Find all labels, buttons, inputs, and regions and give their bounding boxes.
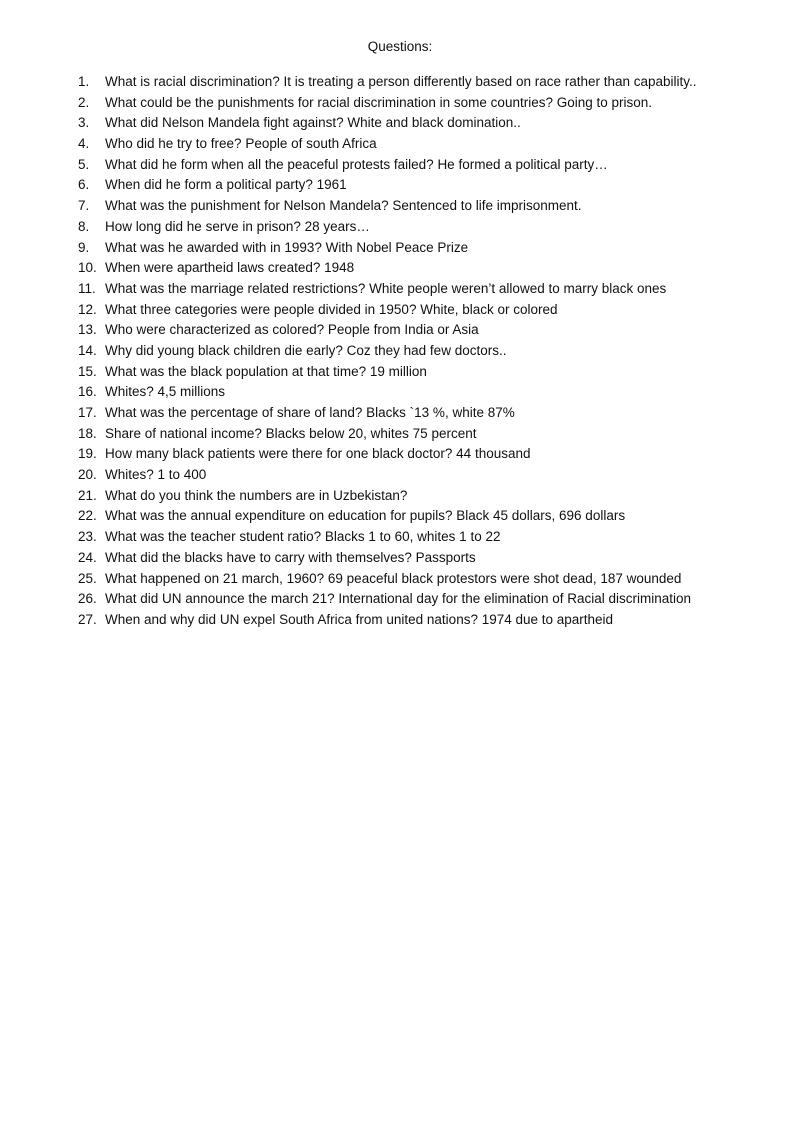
question-item	[78, 93, 768, 114]
question-item	[78, 238, 768, 259]
question-number: 17.	[78, 405, 97, 420]
question-text: Why did young black children die early? Coz they had few doctors..	[105, 342, 507, 358]
question-item	[78, 258, 768, 279]
question-item	[78, 279, 768, 300]
question-text: What three categories were people divided in 1950? White, black or colored	[105, 301, 558, 317]
question-item	[78, 320, 768, 341]
question-text: What was the teacher student ratio? Blacks 1 to 60, whites 1 to 22	[105, 529, 501, 545]
question-item	[78, 610, 768, 631]
question-item	[78, 444, 768, 465]
question-text: What was he awarded with in 1993? With Nobel Peace Prize	[105, 239, 469, 255]
question-text: What happened on 21 march, 1960? 69 peaceful black protestors were shot dead, 187 wounded	[105, 570, 682, 586]
question-text: What was the black population at that time? 19 million	[105, 363, 427, 379]
question-number: 5.	[78, 156, 90, 172]
question-number: 9.	[78, 239, 90, 255]
question-item	[78, 72, 768, 93]
question-text: What was the punishment for Nelson Mandela? Sentenced to life imprisonment.	[105, 198, 582, 214]
question-text: Who did he try to free? People of south Africa	[105, 136, 377, 152]
question-item	[78, 113, 768, 134]
question-text: Whites? 1 to 400	[105, 467, 207, 483]
question-item	[78, 155, 768, 176]
question-text: When were apartheid laws created? 1948	[105, 260, 355, 276]
question-item	[78, 217, 768, 238]
page-title: Questions:	[367, 39, 433, 54]
question-number: 7.	[78, 198, 90, 214]
question-text: What was the marriage related restrictions? White people weren’t allowed to marry black ones	[105, 280, 667, 296]
question-number: 2.	[78, 94, 90, 110]
question-number: 16.	[78, 384, 97, 400]
question-item	[78, 341, 768, 362]
question-item	[78, 403, 768, 424]
question-text: When and why did UN expel South Africa from united nations? 1974 due to apartheid	[105, 611, 614, 627]
question-item	[78, 486, 768, 507]
question-item	[78, 569, 768, 590]
question-number: 10.	[78, 260, 97, 276]
question-text: How long did he serve in prison? 28 years…	[105, 218, 370, 234]
question-text: Who were characterized as colored? People from India or Asia	[105, 322, 479, 338]
question-number: 12.	[78, 301, 97, 317]
question-text: What did Nelson Mandela fight against? White and black domination..	[105, 115, 521, 131]
question-number: 25.	[78, 570, 97, 586]
question-item	[78, 589, 768, 610]
question-number: 3.	[78, 115, 90, 131]
question-number: 20.	[78, 467, 97, 483]
question-number: 4.	[78, 136, 90, 152]
question-number: 21.	[78, 487, 97, 503]
question-text: What did UN announce the march 21? International day for the elimination of Racial discrimination	[105, 591, 692, 607]
question-number: 19.	[78, 446, 97, 462]
question-item	[78, 527, 768, 548]
question-number: 15.	[78, 363, 97, 379]
questions-list	[78, 72, 768, 631]
question-text: How many black patients were there for one black doctor? 44 thousand	[105, 446, 531, 462]
question-item	[78, 362, 768, 383]
question-number: 22.	[78, 508, 97, 524]
question-number: 23.	[78, 529, 97, 545]
question-text: What is racial discrimination? It is treating a person differently based on race rather than capability..	[105, 74, 697, 89]
question-text: What did the blacks have to carry with themselves? Passports	[105, 549, 476, 565]
question-item	[78, 300, 768, 321]
question-number: 26.	[78, 591, 97, 607]
question-number: 24.	[78, 549, 97, 565]
question-text: What do you think the numbers are in Uzbekistan?	[105, 487, 408, 503]
question-text: What was the annual expenditure on education for pupils? Black 45 dollars, 696 dollars	[105, 508, 626, 524]
question-item	[78, 506, 768, 527]
question-number: 14.	[78, 342, 97, 358]
question-item	[78, 382, 768, 403]
question-item	[78, 134, 768, 155]
question-text: What was the percentage of share of land? Blacks `13 %, white 87%	[105, 405, 515, 420]
question-text: Share of national income? Blacks below 20, whites 75 percent	[105, 425, 477, 441]
question-item	[78, 424, 768, 445]
question-number: 13.	[78, 322, 97, 338]
question-item	[78, 175, 768, 196]
question-number: 6.	[78, 177, 90, 193]
question-number: 1.	[78, 74, 90, 89]
question-text: What could be the punishments for racial discrimination in some countries? Going to prison.	[105, 94, 653, 110]
question-text: Whites? 4,5 millions	[105, 384, 226, 400]
question-number: 18.	[78, 425, 97, 441]
question-number: 8.	[78, 218, 90, 234]
question-number: 11.	[78, 280, 96, 296]
question-item	[78, 196, 768, 217]
question-text: When did he form a political party? 1961	[105, 177, 347, 193]
question-item	[78, 548, 768, 569]
question-number: 27.	[78, 611, 97, 627]
question-item	[78, 465, 768, 486]
question-text: What did he form when all the peaceful protests failed? He formed a political party…	[105, 156, 608, 172]
